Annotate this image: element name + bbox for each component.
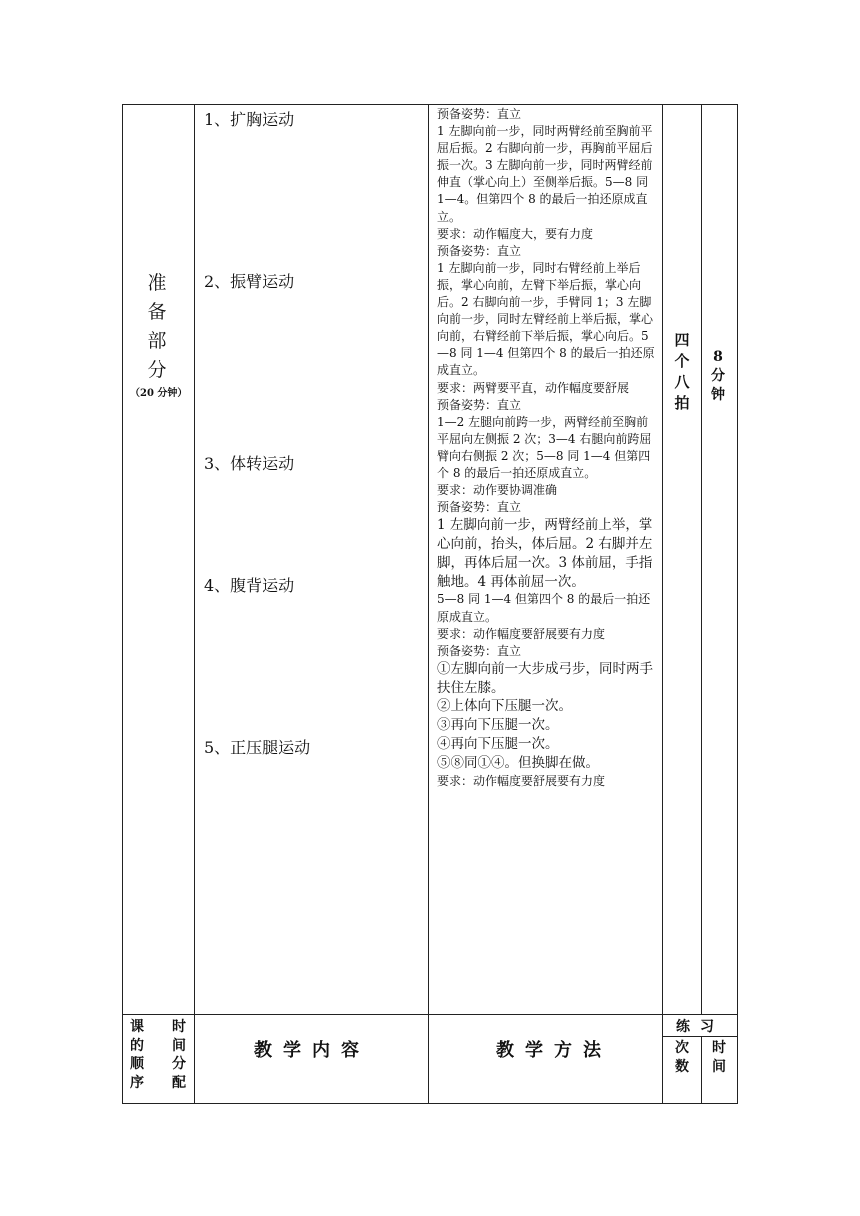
method-text	[437, 106, 659, 790]
exercise-item: 5、正压腿运动	[204, 738, 311, 757]
practice-header: 练习	[676, 1019, 724, 1035]
duration-label: 时 间	[712, 1040, 726, 1075]
method-line: ⑤⑧同①④。但换脚在做。	[437, 754, 599, 771]
method-line: 要求：动作幅度要舒展要有力度	[437, 773, 606, 788]
exercise-item: 2、振臂运动	[204, 272, 295, 291]
section-label: 准 备 部 分 （20 分钟）	[130, 272, 188, 399]
lesson-order-header: 课 时 的 间 顺 分 序 配	[130, 1019, 186, 1091]
times-label: 次 数	[675, 1040, 689, 1075]
method-line: 要求：动作要协调准确	[437, 483, 558, 498]
exercise-item: 1、扩胸运动	[204, 110, 295, 129]
method-line: ②上体向下压腿一次。	[437, 698, 572, 715]
method-line: 5—8 同 1—4 但第四个 8 的最后一拍还原成直立。	[437, 592, 651, 624]
method-line: 预备姿势：直立	[437, 500, 522, 515]
method-line: 预备姿势：直立	[437, 243, 522, 258]
lesson-plan-table	[122, 104, 738, 1104]
count-value: 四 个 八 拍	[674, 331, 690, 412]
method-line: ④再向下压腿一次。	[437, 736, 559, 752]
method-line: 1—2 左腿向前跨一步，两臂经前至胸前平屈向左侧振 2 次；3—4 右腿向前跨屈臂向右侧振 2 次；5—8 同 1—4 但第四个 8 的最后一拍还原成直立。	[437, 414, 652, 480]
method-line: 1 左脚向前一步，同时两臂经前至胸前平屈后振。2 右脚向前一步，再胸前平屈后振一次。3 左脚向前一步，同时两臂经前伸直（掌心向上）至侧举后振。5—8 同 1—4。但第四个 8 的最后一拍还原成直立。	[437, 124, 653, 224]
exercise-item: 3、体转运动	[204, 454, 295, 473]
method-line: ③再向下压腿一次。	[437, 717, 559, 734]
method-line: ①左脚向前一大步成弓步，同时两手扶住左膝。	[437, 660, 653, 696]
section-duration: （20 分钟）	[130, 388, 188, 399]
method-line: 要求：两臂要平直，动作幅度要舒展	[437, 380, 630, 395]
method-header: 教学方法	[496, 1040, 612, 1061]
content-header: 教学内容	[254, 1040, 370, 1061]
method-line: 1 左脚向前一步，两臂经前上举，掌心向前，抬头，体后屈。2 右脚并左脚，再体后屈一次。3 体前屈，手指触地。4 再体前屈一次。	[437, 517, 653, 590]
method-line: 预备姿势：直立	[437, 107, 522, 121]
method-line: 1 左脚向前一步，同时右臂经前上举后振，掌心向前，左臂下举后振，掌心向后。2 右脚向前一步，手臂同 1；3 左脚向前一步，同时左臂经前上举后振，掌心向前，右臂经前下举后振，掌心向后。5—8 同 1—4 但第四个 8 的最后一拍还原成直立。	[437, 260, 655, 378]
method-line: 预备姿势：直立	[437, 397, 522, 412]
method-line: 要求：动作幅度要舒展要有力度	[437, 626, 606, 641]
time-value: 8 分 钟	[711, 349, 725, 403]
method-line: 要求：动作幅度大，要有力度	[437, 226, 594, 241]
method-line: 预备姿势：直立	[437, 643, 522, 658]
exercise-item: 4、腹背运动	[204, 576, 295, 595]
